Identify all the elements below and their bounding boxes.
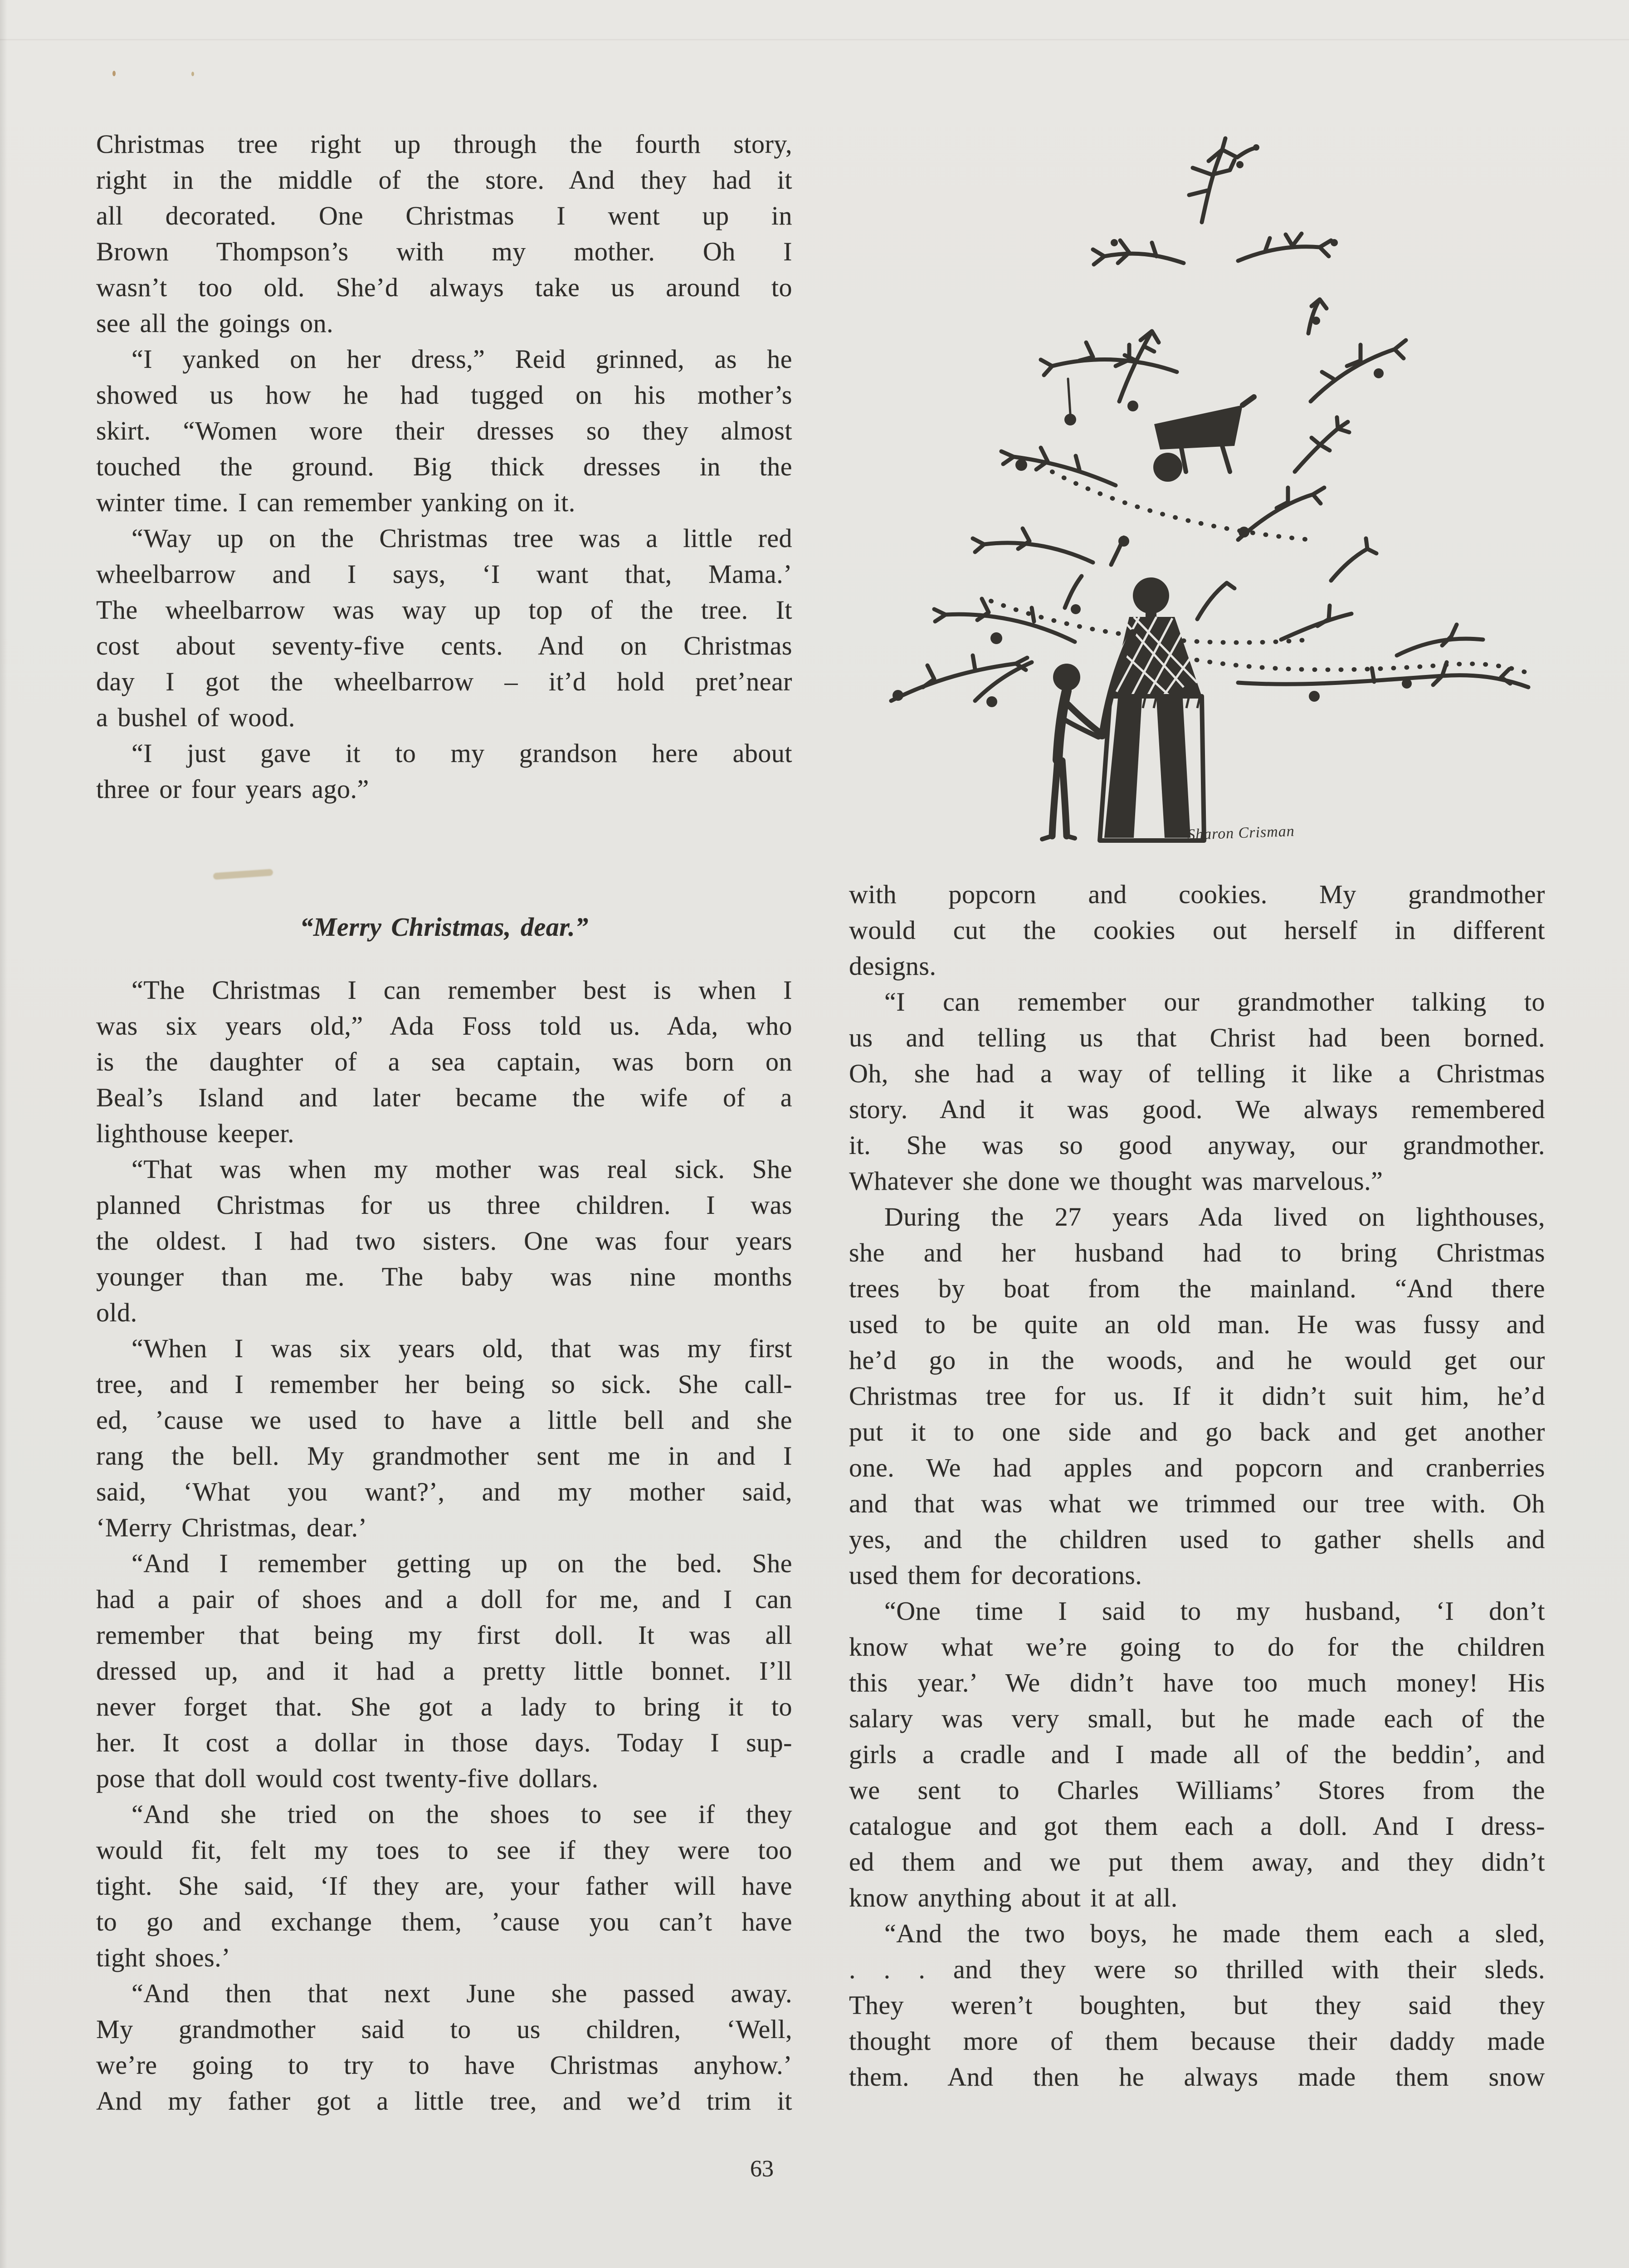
text-line: tight shoes.’ <box>96 1943 231 1972</box>
text-line: right in the middle of the store. And they had it <box>96 165 792 195</box>
text-line: one. We had apples and popcorn and cranberries <box>849 1453 1545 1482</box>
paragraph <box>96 1975 792 2119</box>
text-line: planned Christmas for us three children. I was <box>96 1190 792 1220</box>
text-line: cost about seventy-five cents. And on Christmas <box>96 631 792 660</box>
text-line: used to be quite an old man. He was fussy and <box>849 1310 1545 1339</box>
text-line: Oh, she had a way of telling it like a Christmas <box>849 1059 1545 1088</box>
text-line: Brown Thompson’s with my mother. Oh I <box>96 237 792 266</box>
text-line: used them for decorations. <box>849 1560 1142 1590</box>
paragraph <box>849 1593 1545 1916</box>
text-line: remember that being my first doll. It was all <box>96 1620 792 1650</box>
text-line: would fit, felt my toes to see if they were too <box>96 1835 792 1865</box>
text-line: salary was very small, but he made each of the <box>849 1704 1545 1733</box>
text-line: it. She was so good anyway, our grandmother. <box>849 1130 1545 1160</box>
text-line: her. It cost a dollar in those days. Today I sup- <box>96 1728 792 1757</box>
artist-signature: Sharon Crisman <box>1187 822 1295 844</box>
text-line: Christmas tree right up through the fourth story, <box>96 129 792 159</box>
wheelbarrow-ornament <box>1153 397 1254 482</box>
text-line: “I yanked on her dress,” Reid grinned, as he <box>132 344 792 374</box>
text-line: winter time. I can remember yanking on it. <box>96 488 576 517</box>
paragraph <box>96 341 792 520</box>
text-line: we’re going to try to have Christmas anyhow.’ <box>96 2050 792 2080</box>
text-line: see all the goings on. <box>96 308 334 338</box>
text-line: thought more of them because their daddy made <box>849 2026 1545 2056</box>
text-line: this year.’ We didn’t have too much money! His <box>849 1668 1545 1697</box>
text-line: “One time I said to my husband, ‘I don’t <box>884 1596 1545 1626</box>
child-figure <box>1042 664 1101 839</box>
text-line: wasn’t too old. She’d always take us around to <box>96 273 792 302</box>
text-line: “When I was six years old, that was my first <box>132 1334 792 1363</box>
text-line: During the 27 years Ada lived on lighthouses, <box>884 1202 1545 1232</box>
text-line: know anything about it at all. <box>849 1883 1178 1912</box>
paper-speck <box>191 72 194 76</box>
woman-figure <box>1097 577 1204 841</box>
text-line: day I got the wheelbarrow – it’d hold pret’near <box>96 667 792 696</box>
text-line: “I just gave it to my grandson here about <box>132 738 792 768</box>
section-heading: “Merry Christmas, dear.” <box>300 912 589 942</box>
text-line: skirt. “Women wore their dresses so they almost <box>96 416 792 445</box>
paragraph <box>96 126 792 341</box>
text-line: The wheelbarrow was way up top of the tree. It <box>96 595 792 625</box>
paragraph <box>96 735 792 807</box>
text-line: old. <box>96 1298 137 1327</box>
text-line: younger than me. The baby was nine months <box>96 1262 792 1291</box>
paragraph <box>96 1151 792 1330</box>
paragraph <box>96 1545 792 1796</box>
paragraph <box>849 1916 1545 2095</box>
text-line: dressed up, and it had a pretty little bonnet. I’ll <box>96 1656 792 1686</box>
text-line: know what we’re going to do for the children <box>849 1632 1545 1662</box>
text-line: had a pair of shoes and a doll for me, and I can <box>96 1584 792 1614</box>
text-line: “And I remember getting up on the bed. She <box>132 1549 792 1578</box>
text-line: three or four years ago.” <box>96 774 369 804</box>
text-line: They weren’t boughten, but they said they <box>849 1990 1545 2020</box>
text-line: . . . and they were so thrilled with their sleds. <box>849 1955 1545 1984</box>
text-line: story. And it was good. We always remembered <box>849 1095 1545 1124</box>
text-line: catalogue and got them each a doll. And I dress- <box>849 1811 1545 1841</box>
text-line: with popcorn and cookies. My grandmother <box>849 880 1545 909</box>
text-line: he’d go in the woods, and he would get our <box>849 1345 1545 1375</box>
text-line: girls a cradle and I made all of the beddin’, and <box>849 1740 1545 1769</box>
text-line: rang the bell. My grandmother sent me in and I <box>96 1441 792 1471</box>
text-line: ed them and we put them away, and they didn’t <box>849 1847 1545 1877</box>
text-line: Whatever she done we thought was marvelous.” <box>849 1166 1383 1196</box>
text-line: yes, and the children used to gather shells and <box>849 1525 1545 1554</box>
text-line: Beal’s Island and later became the wife of a <box>96 1083 792 1112</box>
text-line: us and telling us that Christ had been borned. <box>849 1023 1545 1052</box>
paragraph <box>96 1330 792 1545</box>
text-line: showed us how he had tugged on his mother’s <box>96 380 792 410</box>
paragraph <box>96 972 792 1151</box>
page-edge-shadow <box>0 0 7 2268</box>
right-column <box>849 876 1545 2095</box>
text-line: is the daughter of a sea captain, was born on <box>96 1047 792 1076</box>
text-line: she and her husband had to bring Christmas <box>849 1238 1545 1267</box>
text-line: tree, and I remember her being so sick. She call- <box>96 1369 792 1399</box>
text-line: put it to one side and go back and get another <box>849 1417 1545 1447</box>
paper-speck <box>112 71 116 76</box>
text-line: ‘Merry Christmas, dear.’ <box>96 1513 367 1542</box>
text-line: a bushel of wood. <box>96 703 295 732</box>
paragraph <box>96 520 792 735</box>
paragraph <box>849 876 1545 984</box>
garland-strings <box>991 472 1533 675</box>
left-column <box>96 126 792 2119</box>
text-line: would cut the cookies out herself in different <box>849 915 1545 945</box>
text-line: And my father got a little tree, and we’d trim it <box>96 2086 792 2116</box>
scan-artifact-line <box>0 39 1629 40</box>
text-line: wheelbarrow and I says, ‘I want that, Mama.’ <box>96 559 792 589</box>
text-line: “And she tried on the shoes to see if they <box>132 1799 792 1829</box>
text-line: “That was when my mother was real sick. She <box>132 1154 792 1184</box>
text-line: the oldest. I had two sisters. One was four years <box>96 1226 792 1256</box>
text-line: ed, ’cause we used to have a little bell and she <box>96 1405 792 1435</box>
text-line: never forget that. She got a lady to bring it to <box>96 1692 792 1721</box>
text-line: touched the ground. Big thick dresses in the <box>96 452 792 481</box>
text-line: said, ‘What you want?’, and my mother said, <box>96 1477 792 1506</box>
paragraph <box>849 984 1545 1199</box>
text-line: to go and exchange them, ’cause you can’t have <box>96 1907 792 1936</box>
text-line: them. And then he always made them snow <box>849 2062 1545 2092</box>
christmas-tree-illustration <box>839 107 1592 873</box>
text-line: designs. <box>849 951 936 981</box>
text-line: Christmas tree for us. If it didn’t suit him, he’d <box>849 1381 1545 1411</box>
page-number: 63 <box>750 2156 774 2182</box>
text-line: “And then that next June she passed away. <box>132 1979 792 2008</box>
text-line: and that was what we trimmed our tree with. Oh <box>849 1489 1545 1518</box>
text-line: we sent to Charles Williams’ Stores from the <box>849 1775 1545 1805</box>
paragraph <box>849 1199 1545 1593</box>
text-line: all decorated. One Christmas I went up in <box>96 201 792 230</box>
text-line: was six years old,” Ada Foss told us. Ada, who <box>96 1011 792 1041</box>
text-line: trees by boat from the mainland. “And there <box>849 1274 1545 1303</box>
text-line: “And the two boys, he made them each a sled, <box>884 1919 1545 1948</box>
text-line: My grandmother said to us children, ‘Well, <box>96 2014 792 2044</box>
text-line: tight. She said, ‘If they are, your father will have <box>96 1871 792 1901</box>
text-line: “The Christmas I can remember best is when I <box>132 975 792 1005</box>
text-line: “Way up on the Christmas tree was a little red <box>132 523 792 553</box>
paragraph <box>96 1796 792 1975</box>
text-line: lighthouse keeper. <box>96 1119 295 1148</box>
text-line: “I can remember our grandmother talking to <box>884 987 1545 1017</box>
text-line: pose that doll would cost twenty-five dollars. <box>96 1764 599 1793</box>
